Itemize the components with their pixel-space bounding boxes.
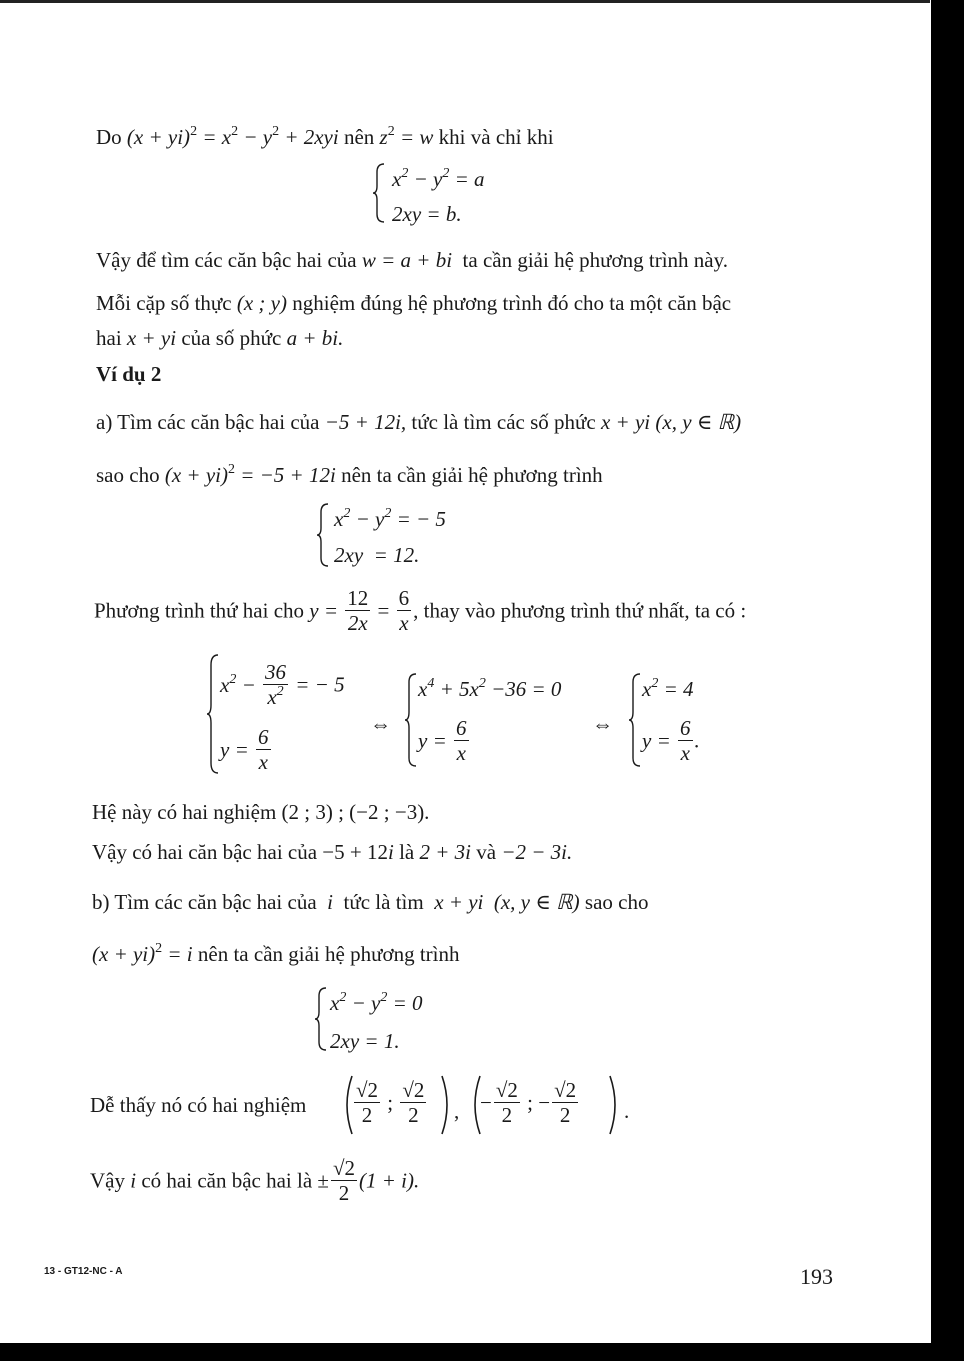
text: sao cho (96, 463, 160, 487)
comma: , (454, 1099, 460, 1123)
fraction: $\frac{6}{x}$ (398, 586, 410, 635)
part-a-line-1 (96, 409, 741, 435)
system-2-row-1: $x^2 - y^2$ = − 5 (334, 506, 446, 531)
system-1-row-1: $x^2 - y^2 = a$ (392, 166, 485, 191)
expr: y = (309, 598, 339, 623)
exp: 2 (227, 462, 235, 477)
expr: w = a + bi (361, 248, 453, 272)
exp: 2 (190, 124, 198, 139)
text: nên (343, 125, 375, 149)
text: hai (96, 326, 122, 350)
fraction: $\frac{√2}{2}$ (332, 1156, 355, 1205)
fraction: $\frac{√2}{2}$ (495, 1078, 518, 1127)
brace-system-2 (316, 502, 330, 568)
period: . (624, 1099, 630, 1123)
expr: (x + yi) (126, 125, 191, 149)
text: Vậy để tìm các căn bậc hai của (96, 248, 357, 272)
system-4-row-1: $x^4 + 5x^2 -36 = 0$ (418, 676, 562, 701)
fraction: $\frac{√2}{2}$ (554, 1078, 577, 1127)
text: Do (96, 125, 122, 149)
expr: (x + yi) (92, 942, 156, 966)
text: Mỗi cặp số thực (96, 291, 232, 315)
text: nghiệm đúng hệ phương trình đó cho ta một căn bậc (292, 291, 732, 315)
text: có hai căn bậc hai là (141, 1168, 313, 1193)
text: , thay vào phương trình thứ nhất, ta có : (413, 598, 747, 623)
top-rule (0, 0, 930, 3)
intro-line-2 (96, 247, 728, 273)
expr: x + yi (126, 326, 177, 350)
solution-1: $\frac{√2}{2}$ ; $\frac{√2}{2}$ (356, 1078, 425, 1127)
result-line-1: Hệ này có hai nghiệm (2 ; 3) ; (−2 ; −3). (92, 800, 430, 824)
iff-symbol-1: ⇔ (370, 712, 391, 736)
fraction: $\frac{√2}{2}$ (356, 1078, 379, 1127)
expr: (x, y ∈ ℝ) (493, 890, 580, 914)
expr: + 2xyi (284, 125, 339, 149)
system-3-row-1: $x^2$ − $\frac{36}{x^2}$ = − 5 (220, 660, 345, 709)
system-6-row-2: 2xy = 1. (330, 1029, 400, 1053)
text: a) Tìm các căn bậc hai của (96, 410, 320, 434)
text: Vậy (90, 1168, 125, 1193)
text: ta cần giải hệ phương trình này. (462, 248, 729, 272)
fraction: $\frac{6}{x}$ (258, 725, 269, 774)
intro-line-3 (96, 290, 731, 316)
expr: −5 + 12i, (324, 410, 407, 434)
text: của số phức (181, 326, 282, 350)
intro-line-4 (96, 325, 343, 351)
part-a-line-2 (96, 462, 603, 488)
brace-system-3 (206, 653, 220, 775)
scan-edge-right (931, 0, 964, 1361)
book-code: 13 - GT12-NC - A (44, 1266, 123, 1277)
system-1-row-2: 2xy = b. (392, 202, 462, 226)
exp: 2 (387, 124, 395, 139)
system-5-row-1: $x^2 = 4$ (642, 676, 694, 701)
fraction: $\frac{12}{2x}$ (347, 586, 369, 635)
expr: (1 + i). (358, 1168, 420, 1193)
expr: (x, y ∈ ℝ) (655, 410, 742, 434)
system-4-row-2: y = $\frac{6}{x}$ (418, 716, 467, 765)
system-6-row-1: $x^2 - y^2 = 0$ (330, 990, 423, 1015)
right-paren-1 (440, 1074, 454, 1136)
iff-symbol-2: ⇔ (592, 712, 613, 736)
exp: 2 (231, 124, 239, 139)
solutions-text: Dễ thấy nó có hai nghiệm (90, 1093, 307, 1117)
text: nên ta cần giải hệ phương trình (197, 942, 460, 966)
example-heading: Ví dụ 2 (96, 362, 162, 386)
fraction: $\frac{√2}{2}$ (402, 1078, 425, 1127)
second-equation-line: Phương trình thứ hai cho y = $\frac{12}{2x}$ = $\frac{6}{x}$ , thay vào phương trình thứ nhất, ta có : (94, 586, 747, 635)
intro-line-1 (96, 124, 554, 150)
expr: 2 + 3i (419, 840, 471, 864)
solution-2: − $\frac{√2}{2}$ ; − $\frac{√2}{2}$ (480, 1078, 577, 1127)
part-b-line-2: (x + yi)$^2$ = i nên ta cần giải hệ phương trình (92, 941, 460, 966)
expr: − y (243, 125, 273, 149)
text: khi và chỉ khi (438, 125, 554, 149)
part-b-line-1: b) Tìm các căn bậc hai của i tức là tìm x + yi (x, y ∈ ℝ) sao cho (92, 890, 649, 914)
expr: a + bi. (286, 326, 344, 350)
text: b) Tìm các căn bậc hai của (92, 890, 317, 914)
expr: (x + yi) (164, 463, 228, 487)
expr: = w (399, 125, 434, 149)
text: tức là tìm (343, 890, 424, 914)
text: và (476, 840, 497, 864)
fraction: $\frac{6}{x}$ (680, 716, 691, 765)
text: là (399, 840, 415, 864)
brace-system-5 (628, 672, 642, 768)
fraction: $\frac{6}{x}$ (456, 716, 467, 765)
brace-system-6 (314, 986, 328, 1052)
expr: = x (202, 125, 232, 149)
text: Phương trình thứ hai cho (94, 598, 305, 623)
text: sao cho (584, 890, 649, 914)
text: Vậy có hai căn bậc hai của −5 + 12 (92, 840, 388, 864)
text: nên ta cần giải hệ phương trình (341, 463, 603, 487)
result-line-2: Vậy có hai căn bậc hai của −5 + 12i là 2 + 3i và −2 − 3i. (92, 840, 573, 864)
system-3-row-2: y = $\frac{6}{x}$ (220, 725, 269, 774)
scan-edge-bottom (0, 1343, 964, 1361)
fraction: $\frac{36}{x^2}$ (265, 660, 286, 709)
expr: z (379, 125, 388, 149)
right-paren-2 (608, 1074, 622, 1136)
expr: −2 − 3i. (501, 840, 573, 864)
final-line: Vậy i có hai căn bậc hai là ± $\frac{√2}{2}$ (1 + i). (90, 1156, 420, 1205)
brace-system-1 (372, 162, 386, 224)
brace-system-4 (404, 672, 418, 768)
expr: x + yi (434, 890, 484, 914)
system-5-row-2: y = $\frac{6}{x}$ . (642, 716, 700, 765)
system-2-row-2: 2xy = 12. (334, 543, 420, 567)
expr: (x ; y) (236, 291, 287, 315)
expr: = −5 + 12i (240, 463, 336, 487)
exp: 2 (272, 124, 280, 139)
page-number: 193 (800, 1264, 833, 1289)
expr: x + yi (600, 410, 651, 434)
text: tức là tìm các số phức (411, 410, 596, 434)
